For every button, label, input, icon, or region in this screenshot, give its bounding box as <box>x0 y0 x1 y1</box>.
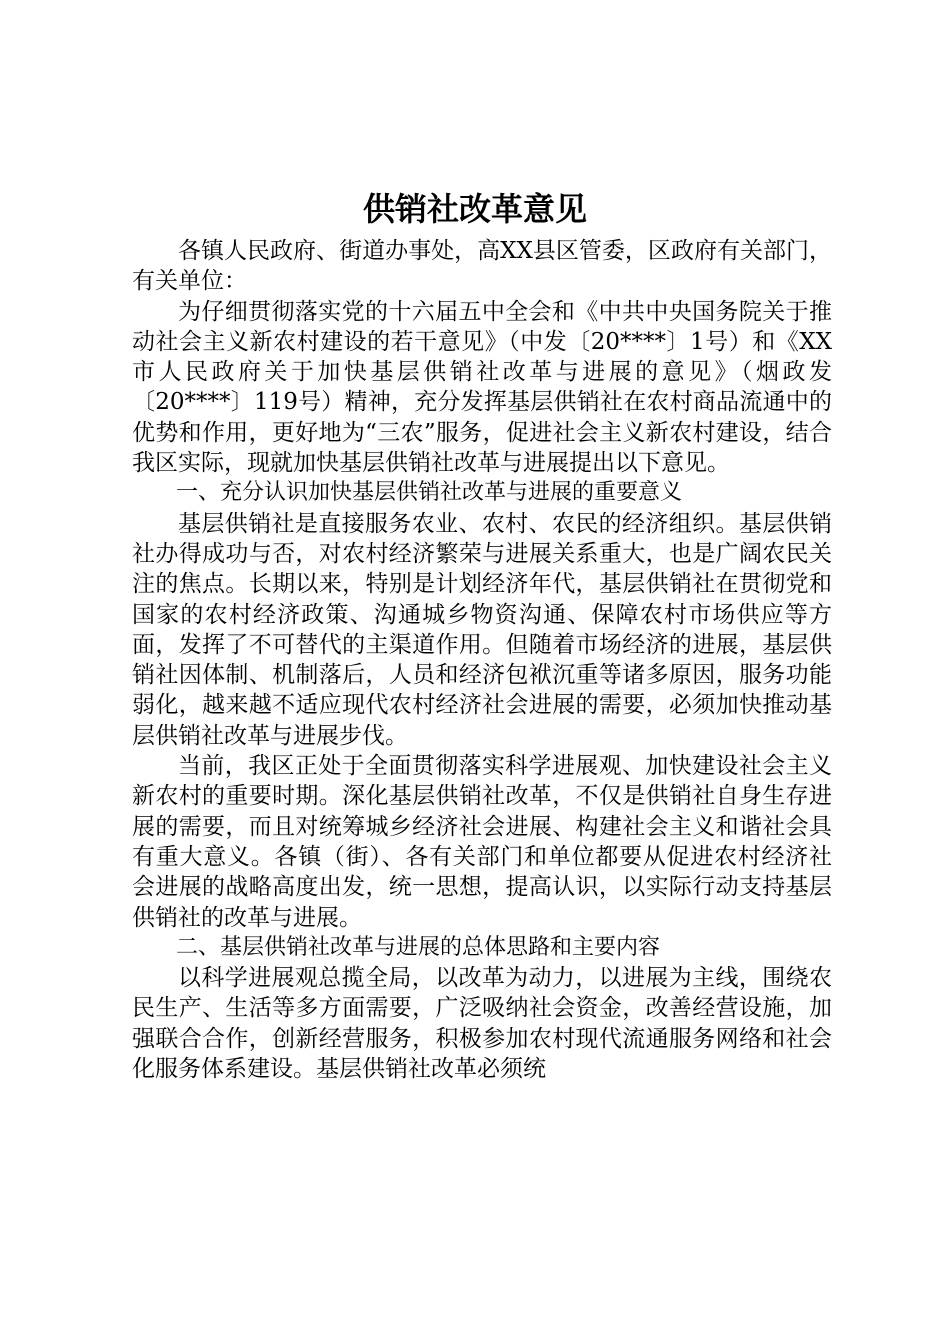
section-heading-1: 一、充分认识加快基层供销社改革与进展的重要意义 <box>176 480 683 506</box>
body-paragraph: 基层供销社是直接服务农业、农村、农民的经济组织。基层供销社办得成功与否，对农村经济繁荣与进展关系重大，也是广阔农民关注的焦点。长期以来，特别是计划经济年代，基层供销社在贯彻党和国家的农村经济政策、沟通城乡物资沟通、保障农村市场供应等方面，发挥了不可替代的主渠道作用。但随着市场经济的进展，基层供销社因体制、机制落后，人员和经济包袱沉重等诸多原因，服务功能弱化，越来越不适应现代农村经济社会进展的需要，必须加快推动基层供销社改革与进展步伐。 <box>132 510 832 749</box>
document-body <box>132 236 832 1084</box>
addressee-paragraph: 各镇人民政府、街道办事处，高XX县区管委，区政府有关部门，有关单位： <box>132 238 832 295</box>
section-heading-2: 二、基层供销社改革与进展的总体思路和主要内容 <box>176 934 661 960</box>
body-paragraph: 以科学进展观总揽全局，以改革为动力，以进展为主线，围绕农民生产、生活等多方面需要，广泛吸纳社会资金，改善经营设施，加强联合合作，创新经营服务，积极参加农村现代流通服务网络和社会化服务体系建设。基层供销社改革必须统 <box>132 965 832 1083</box>
intro-paragraph: 为仔细贯彻落实党的十六届五中全会和《中共中央国务院关于推动社会主义新农村建设的若干意见》（中发〔20****〕1号）和《XX市人民政府关于加快基层供销社改革与进展的意见》（烟政发〔20****〕119号）精神，充分发挥基层供销社在农村商品流通中的优势和作用，更好地为“三农”服务，促进社会主义新农村建设，结合我区实际，现就加快基层供销社改革与进展提出以下意见。 <box>132 298 832 477</box>
document-title: 供销社改革意见 <box>362 190 587 228</box>
body-paragraph: 当前，我区正处于全面贯彻落实科学进展观、加快建设社会主义新农村的重要时期。深化基层供销社改革，不仅是供销社自身生存进展的需要，而且对统筹城乡经济社会进展、构建社会主义和谐社会具有重大意义。各镇（街）、各有关部门和单位都要从促进农村经济社会进展的战略高度出发，统一思想，提高认识，以实际行动支持基层供销社的改革与进展。 <box>132 753 832 931</box>
